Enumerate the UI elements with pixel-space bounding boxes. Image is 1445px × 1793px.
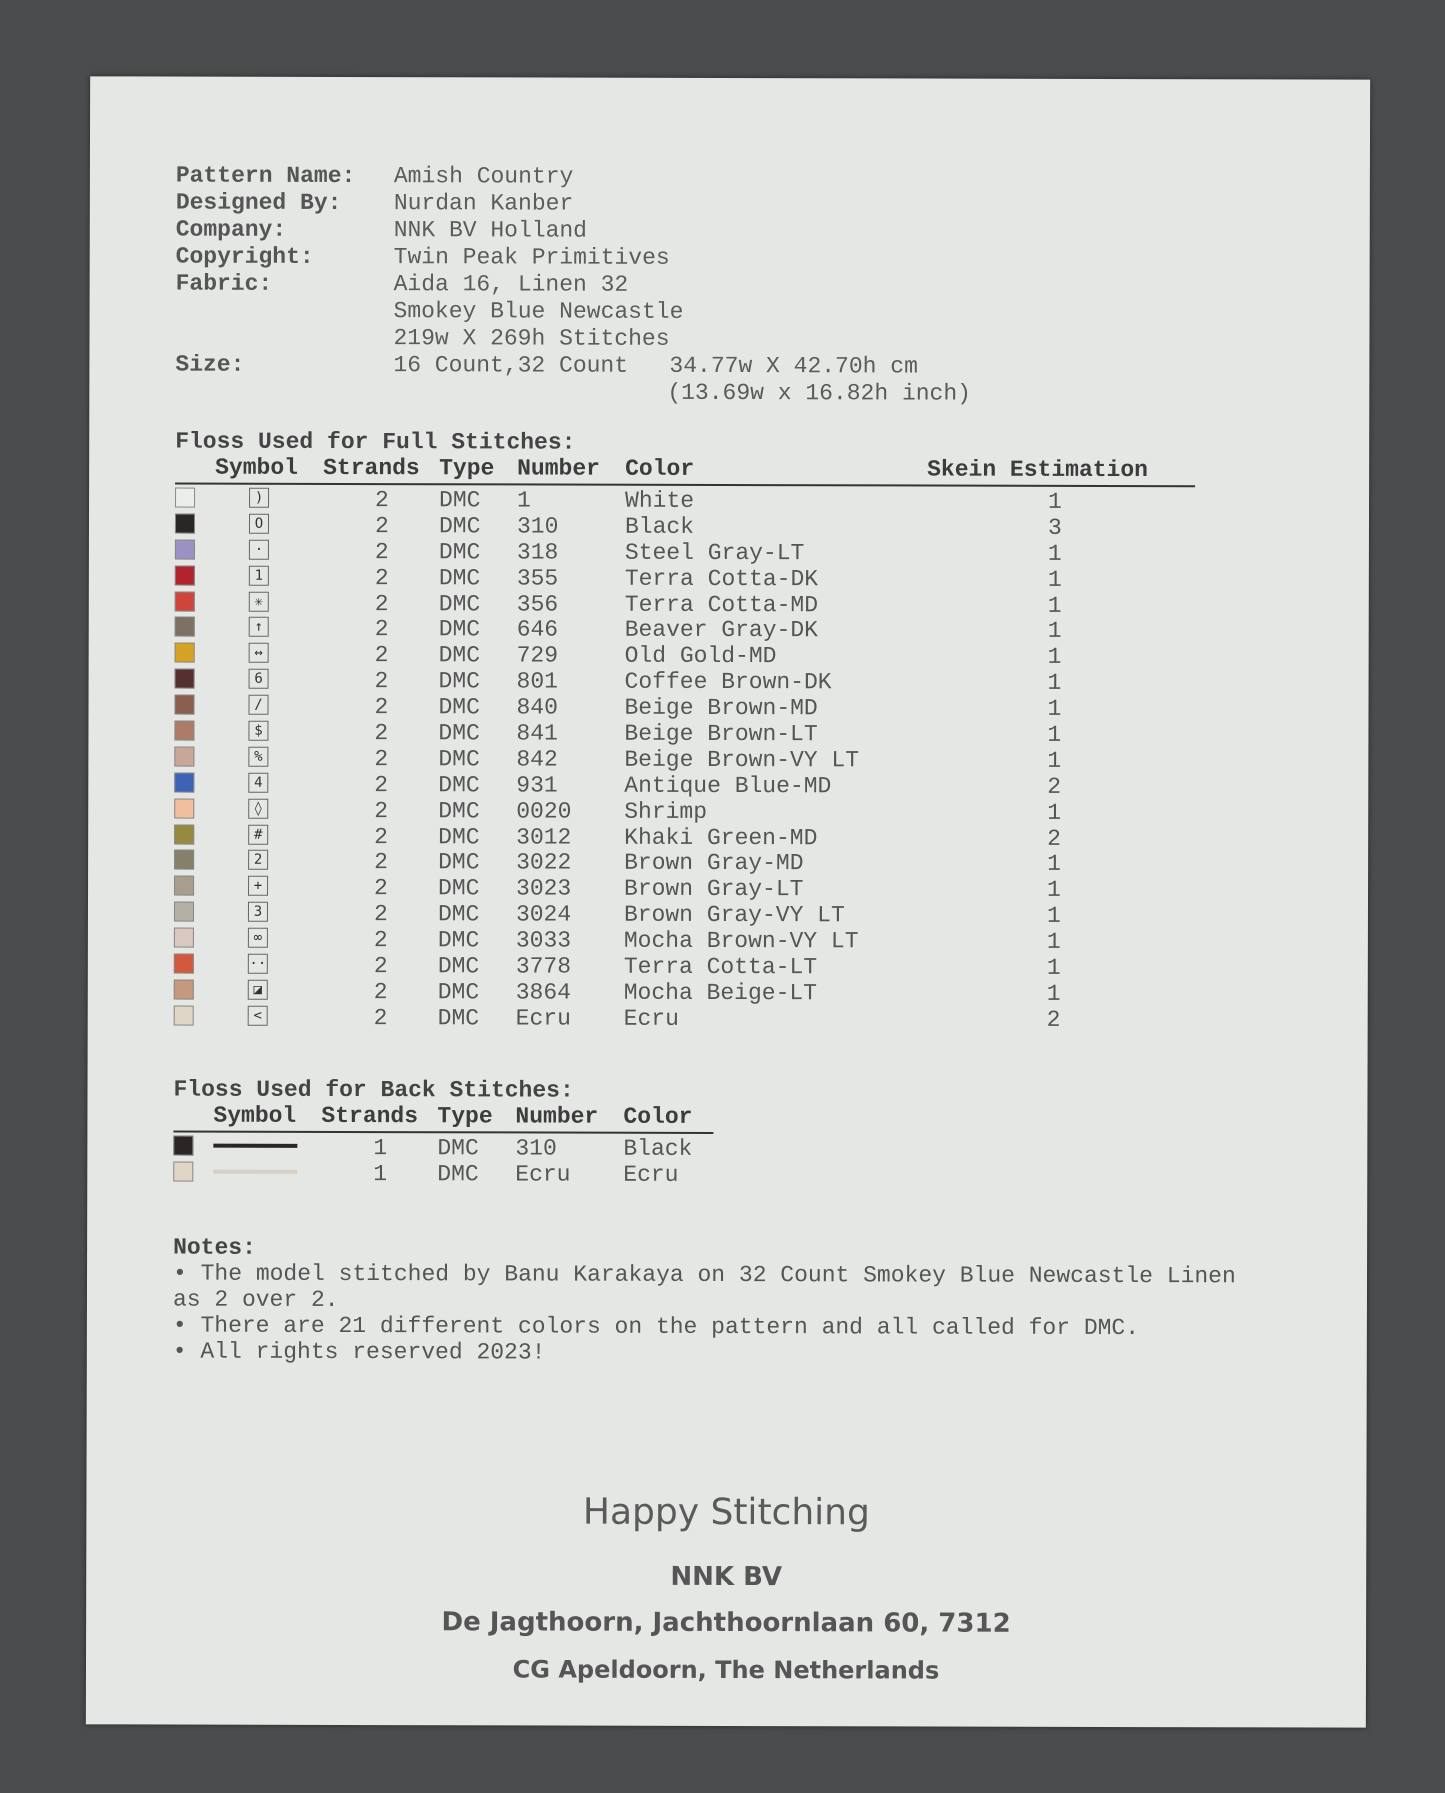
full-stitches-rows [174,485,1195,1031]
color-swatch [174,876,194,896]
skein-cell: 1 [1046,877,1061,904]
number-cell: 801 [516,668,559,695]
note-item-3: • All rights reserved 2023! [172,1338,546,1366]
number-cell: 3012 [516,824,572,851]
stitch-symbol-icon: ✳ [249,591,269,611]
color-swatch [174,928,194,948]
size-value-2: (13.69w x 16.82h inch) [667,379,972,407]
skein-cell: 1 [1047,566,1062,593]
strands-cell: 2 [374,590,389,617]
number-cell: 646 [516,616,559,644]
header-number: Number [517,455,600,482]
type-cell: DMC [439,487,481,514]
color-swatch [174,979,194,999]
skein-cell: 2 [1047,825,1062,852]
color-cell: Brown Gray-LT [623,876,804,903]
table-row [174,692,1194,721]
color-swatch [174,850,194,870]
skein-cell: 1 [1047,695,1062,722]
table-row [174,873,1194,902]
color-swatch [173,1136,193,1156]
strands-cell: 2 [374,875,388,902]
copyright-value: Twin Peak Primitives [393,244,670,271]
color-cell: White [625,487,695,514]
number-cell: 931 [516,772,558,799]
stitch-symbol-icon: · [249,540,269,560]
skein-cell: 1 [1046,928,1061,956]
type-cell: DMC [438,513,481,540]
number-cell: 318 [516,539,559,566]
table-row [174,1002,1194,1031]
skein-cell: 2 [1046,1006,1061,1033]
strands-cell: 2 [374,771,389,798]
skein-cell: 1 [1047,644,1062,671]
type-cell: DMC [438,823,480,850]
number-cell: 3778 [515,953,572,980]
skein-cell: 1 [1048,488,1062,515]
type-cell: DMC [437,1005,480,1032]
backstitch-line-icon [213,1170,297,1174]
fabric-value-3: 219w X 269h Stitches [393,325,670,352]
table-row [174,847,1194,876]
strands-cell: 2 [374,668,389,695]
color-cell: Beige Brown-MD [624,694,818,722]
strands-cell: 1 [373,1135,388,1162]
back-header-symbol: Symbol [213,1102,297,1129]
strands-cell: 2 [373,901,388,928]
skein-cell: 2 [1047,773,1062,800]
table-row [175,510,1195,539]
number-cell: 3022 [516,849,572,877]
color-cell: Shrimp [624,798,708,825]
table-row [174,718,1194,747]
type-cell: DMC [437,979,480,1006]
back-header-strands: Strands [321,1102,419,1130]
color-swatch [175,488,195,508]
color-swatch [174,1005,194,1025]
table-row [175,588,1195,617]
back-header-type: Type [437,1103,493,1130]
table-row [175,666,1195,695]
footer-company: NNK BV [670,1561,783,1593]
note-item-2: • There are 21 different colors on the pattern and all called for DMC. [172,1312,1140,1342]
type-cell: DMC [438,668,481,695]
color-cell: Terra Cotta-MD [624,591,819,618]
type-cell: DMC [438,875,480,902]
color-swatch [174,746,194,766]
size-label: Size: [175,351,245,378]
table-row [174,925,1194,954]
footer-address-1: De Jagthoorn, Jachthoornlaan 60, 7312 [441,1607,1011,1639]
color-swatch [175,539,195,559]
type-cell: DMC [437,901,480,928]
color-swatch [174,954,194,974]
color-swatch [174,798,194,818]
back-stitches-header [173,1103,713,1134]
back-stitches-rows [173,1133,713,1186]
stitch-symbol-icon: $ [248,721,268,741]
header-strands: Strands [323,454,420,482]
notes-title: Notes: [173,1234,256,1261]
stitch-symbol-icon: # [248,824,268,844]
header-skein: Skein Estimation [927,456,1149,484]
table-row [174,951,1194,980]
color-cell: Coffee Brown-DK [624,668,832,696]
strands-cell: 2 [374,564,389,591]
designed-by-value: Nurdan Kanber [393,190,574,217]
stitch-symbol-icon: O [249,514,269,534]
table-row [174,976,1194,1005]
type-cell: DMC [438,694,480,721]
stitch-symbol-icon: ∞ [248,928,268,948]
number-cell: 0020 [516,798,572,825]
back-header-color: Color [623,1103,693,1130]
type-cell: DMC [438,590,481,617]
color-cell: Terra Cotta-DK [624,565,819,592]
back-stitches-title: Floss Used for Back Stitches: [173,1076,574,1104]
color-cell: Brown Gray-VY LT [623,901,845,929]
color-cell: Beaver Gray-DK [624,617,818,644]
strands-cell: 2 [373,1004,388,1031]
stitch-symbol-icon: 1 [249,565,269,585]
number-cell: 840 [516,694,558,721]
number-cell: 3864 [515,979,572,1006]
strands-cell: 2 [374,616,389,643]
type-cell: DMC [437,1161,479,1188]
type-cell: DMC [438,772,480,799]
stitch-symbol-icon: ↔ [249,643,269,663]
table-row [174,821,1194,850]
note-item-1: • The model stitched by Banu Karakaya on 32 Count Smokey Blue Newcastle Linen as 2 over 2. [172,1260,1236,1313]
skein-cell: 1 [1046,980,1061,1007]
number-cell: 356 [516,591,559,618]
color-swatch [174,772,194,792]
strands-cell: 2 [375,487,389,514]
number-cell: 310 [516,513,559,540]
color-swatch [174,695,194,715]
strands-cell: 2 [374,538,389,565]
color-swatch [173,1161,193,1181]
stitch-symbol-icon: 6 [249,669,269,689]
number-cell: 3023 [515,875,572,902]
color-cell: Beige Brown-VY LT [624,746,860,774]
size-value-1: 16 Count,32 Count 34.77w X 42.70h cm [393,352,918,380]
header-symbol: Symbol [215,454,298,481]
color-cell: Old Gold-MD [624,643,777,670]
skein-cell: 1 [1047,721,1062,748]
full-stitches-header [175,455,1195,488]
strands-cell: 2 [373,953,388,980]
stitch-symbol-icon: ) [249,488,269,508]
table-row [175,614,1195,643]
number-cell: 1 [517,487,531,514]
company-label: Company: [175,216,287,243]
color-swatch [174,721,194,741]
fabric-value-1: Aida 16, Linen 32 [393,271,629,298]
color-swatch [175,513,195,533]
strands-cell: 2 [374,797,389,824]
type-cell: DMC [438,746,480,773]
type-cell: DMC [438,849,480,876]
strands-cell: 2 [374,745,389,773]
pattern-name-label: Pattern Name: [175,162,356,190]
stitch-symbol-icon: ◪ [248,980,268,1000]
color-swatch [175,617,195,637]
stitch-symbol-icon: ◊ [248,798,268,818]
strands-cell: 2 [374,512,389,540]
stitch-symbol-icon: 2 [248,850,268,870]
type-cell: DMC [437,927,480,954]
back-stitches-table [173,1077,713,1186]
color-swatch [175,591,195,611]
strands-cell: 1 [373,1160,388,1187]
color-cell: Mocha Brown-VY LT [623,927,859,955]
copyright-label: Copyright: [175,243,314,270]
pattern-sheet [86,76,1370,1727]
fabric-value-2: Smokey Blue Newcastle [393,298,684,325]
skein-cell: 1 [1047,618,1062,645]
color-swatch [174,824,194,844]
skein-cell: 1 [1047,592,1062,619]
pattern-name-value: Amish Country [393,163,574,190]
strands-cell: 2 [374,720,389,747]
pattern-metadata [175,163,971,408]
number-cell: 3024 [515,901,572,928]
number-cell: Ecru [515,1161,571,1188]
color-cell: Antique Blue-MD [624,772,832,800]
table-row [175,536,1195,565]
type-cell: DMC [437,953,480,980]
type-cell: DMC [438,720,480,747]
table-row [175,640,1195,669]
type-cell: DMC [438,616,481,643]
color-cell: Black [623,1135,693,1162]
color-swatch [175,669,195,689]
color-cell: Brown Gray-MD [624,850,804,877]
type-cell: DMC [438,564,481,592]
backstitch-line-icon [213,1144,297,1148]
number-cell: 355 [516,565,559,592]
strands-cell: 2 [374,849,388,876]
stitch-symbol-icon: / [248,695,268,715]
skein-cell: 1 [1047,747,1062,774]
stitch-symbol-icon: ↑ [249,617,269,637]
table-row [174,899,1194,928]
stitch-symbol-icon: + [248,876,268,896]
strands-cell: 2 [373,927,388,954]
color-cell: Mocha Beige-LT [623,979,818,1007]
skein-cell: 1 [1047,799,1062,826]
type-cell: DMC [438,539,481,566]
designed-by-label: Designed By: [175,189,342,216]
color-swatch [174,902,194,922]
table-row [174,795,1194,824]
strands-cell: 2 [374,823,389,850]
type-cell: DMC [438,797,480,825]
number-cell: 3033 [515,927,572,954]
skein-cell: 1 [1047,540,1062,567]
stitch-symbol-icon: 4 [248,773,268,793]
color-cell: Steel Gray-LT [624,539,805,566]
stitch-symbol-icon: < [248,1006,268,1026]
table-row [174,769,1194,798]
number-cell: 842 [516,746,558,773]
type-cell: DMC [437,1135,479,1162]
company-value: NNK BV Holland [393,217,588,244]
color-cell: Khaki Green-MD [624,824,818,851]
color-cell: Ecru [623,1005,679,1032]
header-type: Type [439,455,495,482]
skein-cell: 1 [1046,903,1061,930]
back-header-number: Number [515,1103,599,1130]
color-swatch [175,565,195,585]
table-row [175,562,1195,591]
footer-address-2: CG Apeldoorn, The Netherlands [512,1655,940,1685]
color-cell: Terra Cotta-LT [623,953,818,981]
strands-cell: 2 [373,978,388,1006]
skein-cell: 1 [1047,851,1061,878]
header-color: Color [625,455,695,482]
type-cell: DMC [438,642,481,669]
footer-greeting: Happy Stitching [582,1491,870,1534]
stitch-symbol-icon: ·· [248,954,268,974]
notes-section [173,1235,1253,1368]
fabric-label: Fabric: [175,270,273,297]
number-cell: Ecru [515,1005,571,1032]
number-cell: 729 [516,642,559,669]
skein-cell: 1 [1047,670,1062,697]
strands-cell: 2 [374,694,389,721]
number-cell: 841 [516,720,558,747]
color-cell: Ecru [623,1161,679,1188]
skein-cell: 3 [1047,514,1062,541]
table-row [174,743,1194,772]
full-stitches-table [174,429,1196,1031]
color-cell: Beige Brown-LT [624,720,818,748]
skein-cell: 1 [1046,954,1061,981]
color-cell: Black [624,513,695,540]
table-row [175,485,1195,514]
stitch-symbol-icon: % [248,747,268,767]
stitch-symbol-icon: 3 [248,902,268,922]
table-row [173,1158,713,1188]
number-cell: 310 [515,1135,557,1162]
strands-cell: 2 [374,642,389,669]
table-row [173,1133,713,1160]
full-stitches-title: Floss Used for Full Stitches: [175,428,576,456]
color-swatch [175,643,195,663]
